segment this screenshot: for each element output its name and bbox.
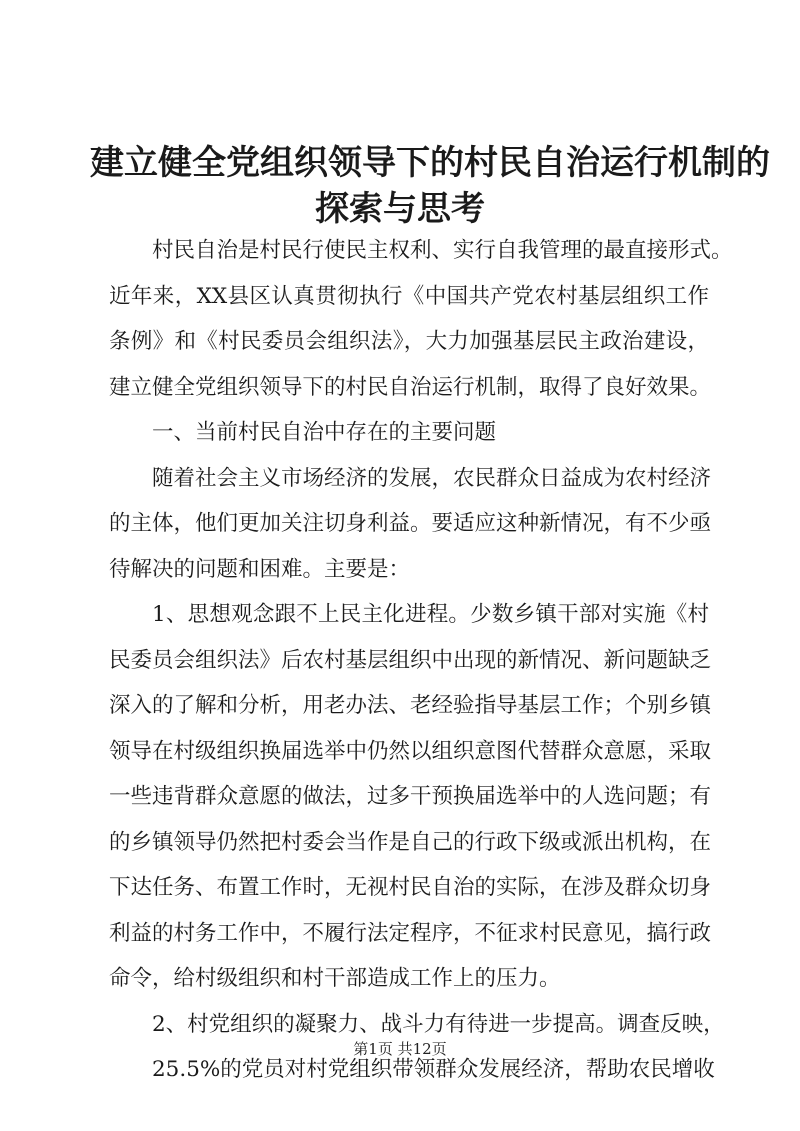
paragraph-line: 命令，给村级组织和村干部造成工作上的压力。 [109,966,561,991]
paragraph-line: 深入的了解和分析，用老办法、老经验指导基层工作；个别乡镇 [109,693,712,718]
paragraph-line: 建立健全党组织领导下的村民自治运行机制，取得了良好效果。 [109,374,712,400]
paragraph-line: 领导在村级组织换届选举中仍然以组织意图代替群众意愿，采取 [109,738,712,764]
paragraph-line: 的乡镇领导仍然把村委会当作是自己的行政下级或派出机构，在 [109,829,712,855]
document-body [109,228,733,1093]
paragraph-line: 条例》和《村民委员会组织法》，大力加强基层民主政治建设， [109,329,709,354]
paragraph-line: 待解决的问题和困难。主要是： [109,556,411,582]
page-number-footer: 第1页 共12页 [353,1040,447,1058]
document-title-line-1: 建立健全党组织领导下的村民自治运行机制的 [90,143,770,183]
section-heading: 一、当前村民自治中存在的主要问题 [152,420,497,445]
paragraph-line: 村民自治是村民行使民主权利、实行自我管理的最直接形式。 [152,238,733,263]
paragraph-line: 随着社会主义市场经济的发展，农民群众日益成为农村经济 [152,465,712,491]
paragraph-line: 25.5%的党员对村党组织带领群众发展经济，帮助农民增收 [152,1057,715,1082]
paragraph-line: 的主体，他们更加关注切身利益。要适应这种新情况，有不少亟 [109,511,712,536]
paragraph-line: 2、村党组织的凝聚力、战斗力有待进一步提高。调查反映， [152,1011,725,1037]
document-title-line-2: 探索与思考 [315,189,485,229]
paragraph-line: 利益的村务工作中，不履行法定程序，不征求村民意见，搞行政 [109,920,712,946]
paragraph-line: 一些违背群众意愿的做法，过多干预换届选举中的人选问题；有 [109,784,712,809]
paragraph-line: 1、思想观念跟不上民主化进程。少数乡镇干部对实施《村 [152,602,709,627]
paragraph-line: 下达任务、布置工作时，无视村民自治的实际，在涉及群众切身 [109,875,712,900]
paragraph-line: 民委员会组织法》后农村基层组织中出现的新情况、新问题缺乏 [109,647,712,673]
paragraph-line: 近年来，XX县区认真贯彻执行《中国共产党农村基层组织工作 [109,283,709,309]
